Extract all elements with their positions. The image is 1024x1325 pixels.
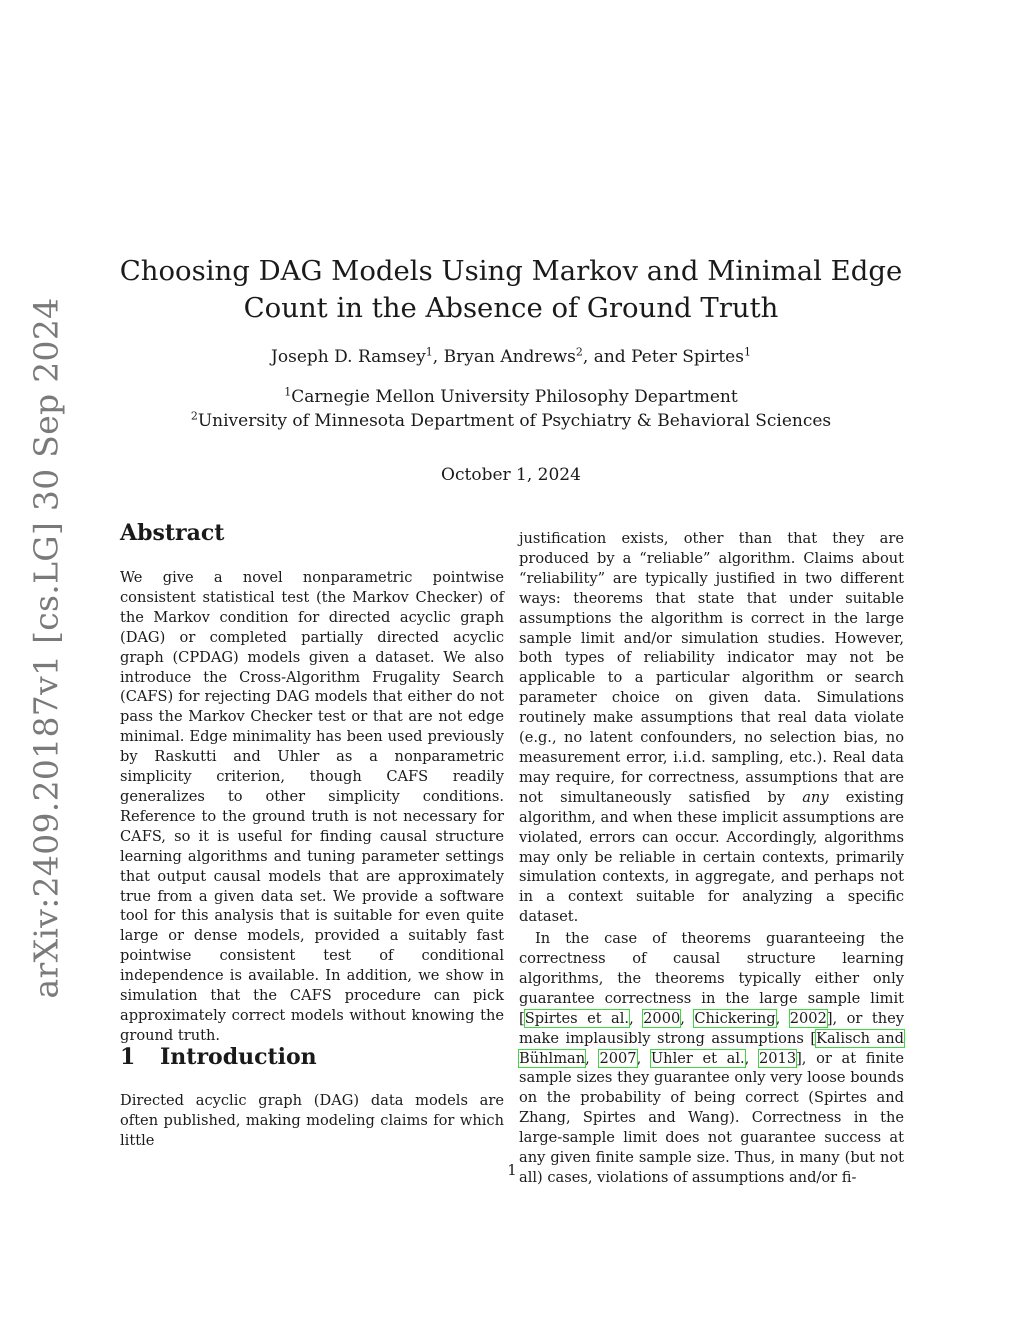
author-name: Joseph D. Ramsey — [271, 347, 426, 367]
intro-paragraph-continued — [519, 529, 904, 927]
author-name: Bryan Andrews — [443, 347, 576, 367]
affiliation — [100, 410, 922, 432]
paragraph-text: ], or at finite sample sizes they guarantee only very loose bounds on the probability of being correct (Spirtes and Zhang, Spirtes and Wang). Correctness in the large-sample limit does not guarantee success at any given finite sample size. Thus, in many (but not all) cases, violations of assumptions and/or fi- — [519, 1049, 905, 1186]
abstract-heading: Abstract — [120, 520, 225, 546]
affiliation-mark: 1 — [284, 385, 292, 399]
author-affil-mark: 1 — [425, 345, 433, 359]
citation-link[interactable]: 2007 — [599, 1049, 637, 1067]
section-title: Introduction — [160, 1044, 317, 1070]
citation-link[interactable]: Spirtes et al. — [524, 1009, 630, 1027]
emphasis-any: any — [802, 788, 829, 806]
author-affil-mark: 2 — [575, 345, 583, 359]
affiliation-text: Carnegie Mellon University Philosophy Department — [291, 387, 738, 407]
citation-link[interactable]: 2013 — [758, 1049, 797, 1067]
page-number: 1 — [507, 1161, 517, 1179]
paper-title: Choosing DAG Models Using Markov and Minimal Edge Count in the Absence of Ground Truth — [119, 255, 903, 324]
abstract-text: We give a novel nonparametric pointwise consistent statistical test (the Markov Checker) of the Markov condition for directed acyclic graph (DAG) or completed partially directed acyclic graph (CPDAG) models given a dataset. We also introduce the Cross-Algorithm Frugality Search (CAFS) for rejecting DAG models that either do not pass the Markov Checker test or that are not edge minimal. Edge minimality has been used previously by Raskutti and Uhler as a nonparametric simplicity criterion, though CAFS readily generalizes to other simplicity conditions. Reference to the ground truth is not necessary for CAFS, so it is useful for finding causal structure learning algorithms and tuning parameter settings that output causal models that are approximately true from a given data set. We provide a software tool for this analysis that is suitable for even quite large or dense models, provided a suitably fast pointwise consistent test of conditional independence is available. In addition, we show in simulation that the CAFS procedure can pick approximately correct models without knowing the ground truth. — [120, 569, 504, 1044]
author-affil-mark: 1 — [743, 345, 751, 359]
abstract-body — [120, 568, 504, 1046]
author-separator: , — [432, 347, 444, 367]
arxiv-identifier: arXiv:2409.20187v1 [cs.LG] 30 Sep 2024 — [26, 297, 66, 998]
section-number: 1 — [120, 1044, 136, 1070]
paper-date: October 1, 2024 — [441, 465, 581, 485]
section-heading-introduction — [120, 1044, 317, 1070]
intro-paragraph-start: Directed acyclic graph (DAG) data models are often published, making modeling claims for which little — [120, 1092, 504, 1149]
intro-column-right — [519, 529, 904, 1188]
author-list — [100, 346, 922, 368]
arxiv-sidebar-stamp — [18, 297, 74, 998]
affiliation-mark: 2 — [190, 409, 198, 423]
paragraph-text: existing algorithm, and when these implicit assumptions are violated, errors can occur. Accordingly, algorithms may only be reliable in certain contexts, primarily simulation contexts, in aggregate, and perhaps not in a context suitable for analyzing a specific dataset. — [519, 788, 904, 926]
citation-link[interactable]: Uhler et al. — [650, 1049, 745, 1067]
citation-link[interactable]: 2002 — [789, 1009, 827, 1027]
citation-link[interactable]: 2000 — [643, 1009, 681, 1027]
paragraph-text: justification exists, other than that they are produced by a “reliable” algorithm. Claims about “reliability” are typically justified in two different ways: theorems that state that under suitable assumptions the algorithm is correct in the large sample limit and/or simulation studies. However, both types of reliability indicator may not be applicable to a particular algorithm or search parameter choice on given data. Simulations routinely make assumptions that real data violate (e.g., no latent confounders, no selection bias, no measurement error, i.i.d. sampling, etc.). Real data may require, for correctness, assumptions that are not simultaneously satisfied by — [519, 530, 904, 806]
citation-link[interactable]: Chickering — [694, 1009, 776, 1027]
intro-paragraph-theorems: In the case of theorems guaranteeing the correctness of causal structure learning algorithms, the theorems typically either only guarantee correctness in the large sample limit [Spirtes et al., 2000, Chickering, 2002], or they make implausibly strong assumptions [Kalisch and Bühlman, 2007, Uhler et al., 2013], or at finite sample sizes they guarantee only very loose bounds on the probability of being correct (Spirtes and Zhang, Spirtes and Wang). Correctness in the large-sample limit does not guarantee success at any given finite sample size. Thus, in many (but not all) cases, violations of assumptions and/or fi- — [519, 930, 905, 1186]
affiliation-text: University of Minnesota Department of Psychiatry & Behavioral Sciences — [197, 411, 832, 431]
citation-link[interactable]: Kalisch and Bühlman — [519, 1029, 904, 1067]
intro-column-left — [120, 1091, 504, 1151]
author-separator: , and — [582, 347, 632, 367]
author-name: Peter Spirtes — [631, 347, 744, 367]
affiliation — [100, 386, 922, 408]
paragraph-text: ], or they make implausibly strong assumptions [ — [519, 1009, 904, 1047]
paragraph-text: In the case of theorems guaranteeing the correctness of causal structure learning algorithms, the theorems typically either only guarantee correctness in the large sample limit [ — [519, 930, 904, 1027]
